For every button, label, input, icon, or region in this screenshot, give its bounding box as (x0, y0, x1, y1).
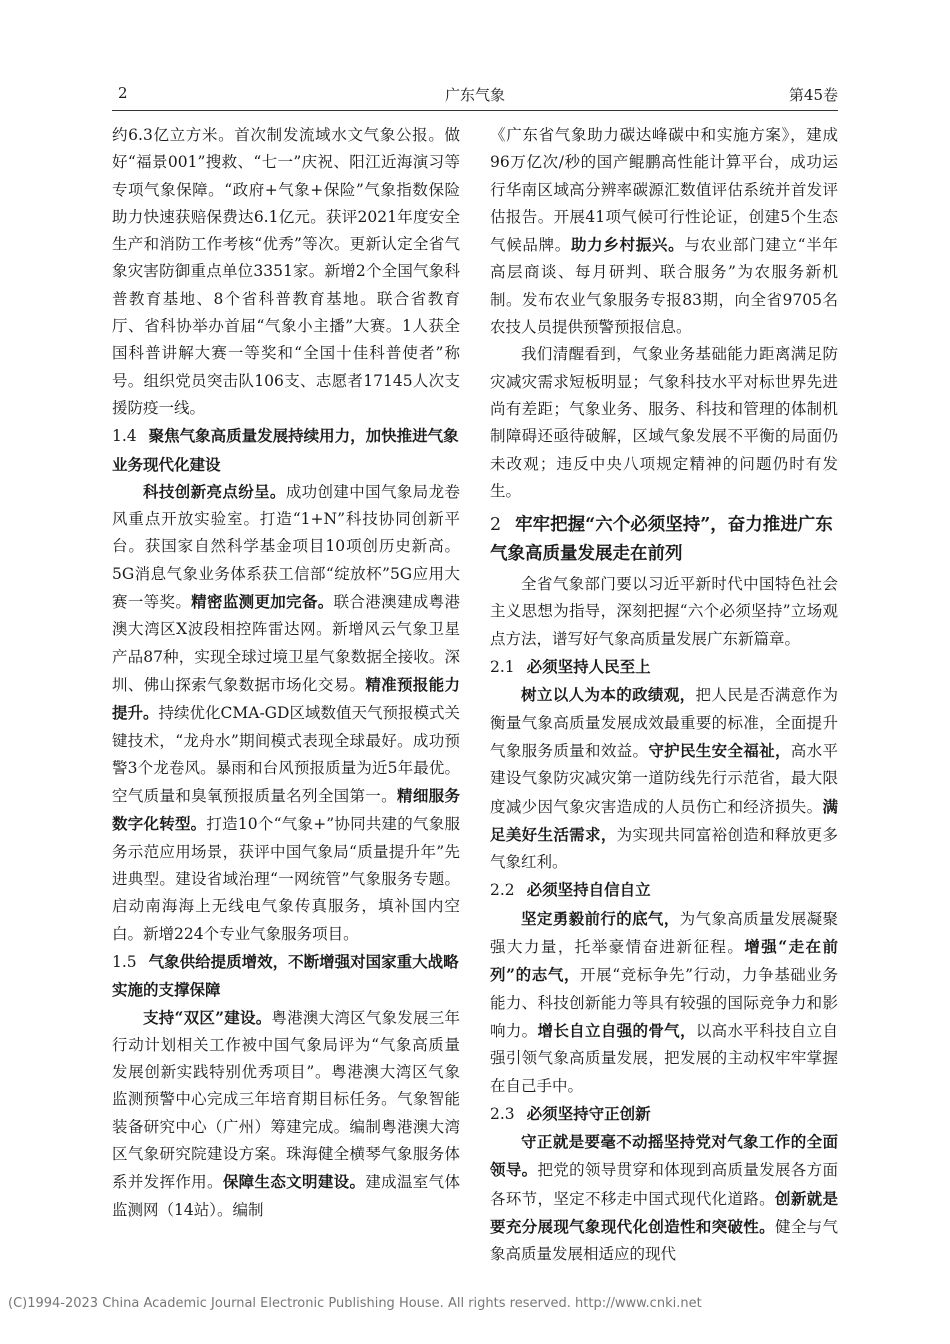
text-segment: 成功创建中国气象局龙卷风重点开放实验室。打造“1+N”科技协同创新平台。获国家自然科学基金项目10项创历史新高。5G消息气象业务体系获工信部“绽放杯”5G应用大赛一等奖。 (112, 482, 460, 612)
section-number: 1.5 (112, 952, 137, 971)
bold-lead-phrase: 坚定勇毅前行的底气， (521, 908, 680, 928)
page-number: 2 (118, 84, 128, 102)
header-rule (112, 110, 838, 111)
paragraph (490, 1128, 838, 1268)
text-segment: 建成温室气体监测网（14站）。编制 (112, 1173, 460, 1219)
bold-lead-phrase: 保障生态文明建设。 (222, 1172, 366, 1192)
text-segment: 健全与气象高质量发展相适应的现代 (490, 1217, 838, 1264)
text-segment: 全省气象部门要以习近平新时代中国特色社会主义思想为指导，深刻把握“六个必须坚持”立场观点方法，谱写好气象高质量发展广东新篇章。 (490, 575, 838, 648)
section-number: 2.1 (490, 658, 515, 677)
journal-title: 广东气象 (444, 86, 505, 104)
section-number: 2 (490, 515, 502, 536)
paragraph (112, 122, 460, 422)
bold-lead-phrase: 树立以人为本的政绩观， (521, 685, 696, 705)
section-number: 2.3 (490, 1104, 515, 1123)
bold-lead-phrase: 守正就是要毫不动摇坚持党对气象工作的全面领导。 (490, 1132, 838, 1180)
paragraph (112, 478, 460, 948)
text-segment: 联合港澳建成粤港澳大湾区X波段相控阵雷达网。新增风云气象卫星产品87种，实现全球过境卫星气象数据全接收。深圳、佛山探索气象数据市场化交易。 (112, 593, 460, 694)
text-segment: 高水平建设气象防灾减灾第一道防线先行示范省，最大限度减少因气象灾害造成的人员伤亡和经济损失。 (490, 741, 838, 816)
heading-text: 聚焦气象高质量发展持续用力，加快推进气象业务现代化建设 (112, 426, 459, 474)
text-segment: 把人民是否满意作为衡量气象高质量发展成效最重要的标准，全面提升气象服务质量和效益。 (490, 686, 838, 760)
text-segment: 《广东省气象助力碳达峰碳中和实施方案》，建成96万亿次/秒的国产鲲鹏高性能计算平台，成功运行华南区域高分辨率碳源汇数值评估系统并首发评估报告。开展41项气候可行性论证，创建5个生态气候品牌。 (490, 126, 838, 255)
subsection-heading (490, 1100, 838, 1128)
text-segment: 以高水平科技自立自强引领气象高质量发展，把发展的主动权牢牢掌握在自己手中。 (490, 1021, 838, 1095)
copyright-footer: (C)1994-2023 China Academic Journal Electronic Publishing House. All rights reserved. http://www.cnki.net (8, 1296, 702, 1311)
bold-lead-phrase: 守护民生安全福祉， (648, 740, 791, 760)
heading-text: 必须坚持人民至上 (526, 657, 651, 677)
text-segment: 约6.3亿立方米。首次制发流域水文气象公报。做好“福景001”搜救、“七一”庆祝、阳江近海演习等专项气象保障。“政府+气象+保险”气象指数保险助力快速获赔保费达6.1亿元。获评2021年度安全生产和消防工作考核“优秀”等次。更新认定全省气象灾害防御重点单位3351家。新增2个全国气象科普教育基地、8个省科普教育基地。联合省教育厅、省科协举办首届“气象小主播”大赛。1人获全国科普讲解大赛一等奖和“全国十佳科普使者”称号。组织党员突击队106支、志愿者17145人次支援防疫一线。 (112, 126, 460, 417)
bold-lead-phrase: 精密监测更加完备。 (191, 592, 334, 612)
subsection-heading (490, 653, 838, 681)
text-segment: 为实现共同富裕创造和释放更多气象红利。 (490, 825, 838, 872)
text-segment: 把党的领导贯穿和体现到高质量发展各方面各环节，坚定不移走中国式现代化道路。 (490, 1161, 838, 1208)
volume-label: 第45卷 (788, 86, 838, 104)
bold-lead-phrase: 助力乡村振兴。 (570, 235, 685, 255)
text-segment: 与农业部门建立“半年高层商谈、每月研判、联合服务”为农服务新机制。发布农业气象服务专报83期，向全省9705名农技人员提供预警预报信息。 (490, 236, 838, 337)
heading-text: 牢牢把握“六个必须坚持”，奋力推进广东气象高质量发展走在前列 (490, 515, 833, 565)
bold-lead-phrase: 科技创新亮点纷呈。 (143, 481, 286, 501)
page-header (112, 84, 838, 108)
paragraph (490, 905, 838, 1100)
text-segment: 持续优化CMA-GD区域数值天气预报模式关键技术，“龙舟水”期间模式表现全球最好。成功预警3个龙卷风。暴雨和台风预报质量为近5年最优。空气质量和臭氧预报质量名列全国第一。 (112, 704, 460, 806)
bold-lead-phrase: 增长自立自强的骨气， (537, 1020, 696, 1040)
paragraph (490, 681, 838, 876)
heading-text: 必须坚持守正创新 (526, 1103, 651, 1123)
left-column (112, 122, 460, 1224)
paragraph (112, 1004, 460, 1224)
bold-lead-phrase: 创新就是要充分展现气象现代化创造性和突破性。 (490, 1188, 838, 1236)
text-segment: 打造10个“气象+”协同共建的气象服务示范应用场景，获评中国气象局“质量提升年”先进典型。建设省域治理“一网统管”气象服务专题。启动南海海上无线电气象传真服务，填补国内空白。新增224个专业气象服务项目。 (112, 815, 460, 943)
subsection-heading (112, 422, 460, 478)
section-number: 2.2 (490, 881, 515, 900)
subsection-heading (490, 876, 838, 904)
bold-lead-phrase: 增强“走在前列”的志气， (490, 937, 838, 985)
heading-text: 气象供给提质增效，不断增强对国家重大战略实施的支撑保障 (112, 951, 459, 1000)
section-heading (490, 511, 838, 569)
paragraph (490, 571, 838, 653)
bold-lead-phrase: 支持“双区”建设。 (143, 1007, 272, 1027)
text-segment: 我们清醒看到，气象业务基础能力距离满足防灾减灾需求短板明显；气象科技水平对标世界先进尚有差距；气象业务、服务、科技和管理的体制机制障碍还亟待破解，区域气象发展不平衡的局面仍未改观；违反中央八项规定精神的问题仍时有发生。 (490, 345, 838, 500)
right-column (490, 122, 838, 1269)
text-segment: 开展“竞标争先”行动，力争基础业务能力、科技创新能力等具有较强的国际竞争力和影响力。 (490, 966, 838, 1040)
bold-lead-phrase: 精准预报能力提升。 (112, 674, 460, 723)
heading-text: 必须坚持自信自立 (526, 880, 651, 900)
paragraph (490, 122, 838, 341)
section-number: 1.4 (112, 427, 137, 446)
bold-lead-phrase: 满足美好生活需求， (490, 796, 838, 844)
paragraph (490, 341, 838, 505)
bold-lead-phrase: 精细服务数字化转型。 (112, 786, 460, 834)
text-segment: 粤港澳大湾区气象发展三年行动计划相关工作被中国气象局评为“气象高质量发展创新实践特别优秀项目”。粤港澳大湾区气象监测预警中心完成三年培育期目标任务。气象智能装备研究中心（广州）筹建完成。编制粤港澳大湾区气象研究院建设方案。珠海健全横琴气象服务体系并发挥作用。 (112, 1008, 460, 1192)
text-segment: 为气象高质量发展凝聚强大力量，托举豪情奋进新征程。 (490, 909, 838, 957)
subsection-heading (112, 948, 460, 1004)
